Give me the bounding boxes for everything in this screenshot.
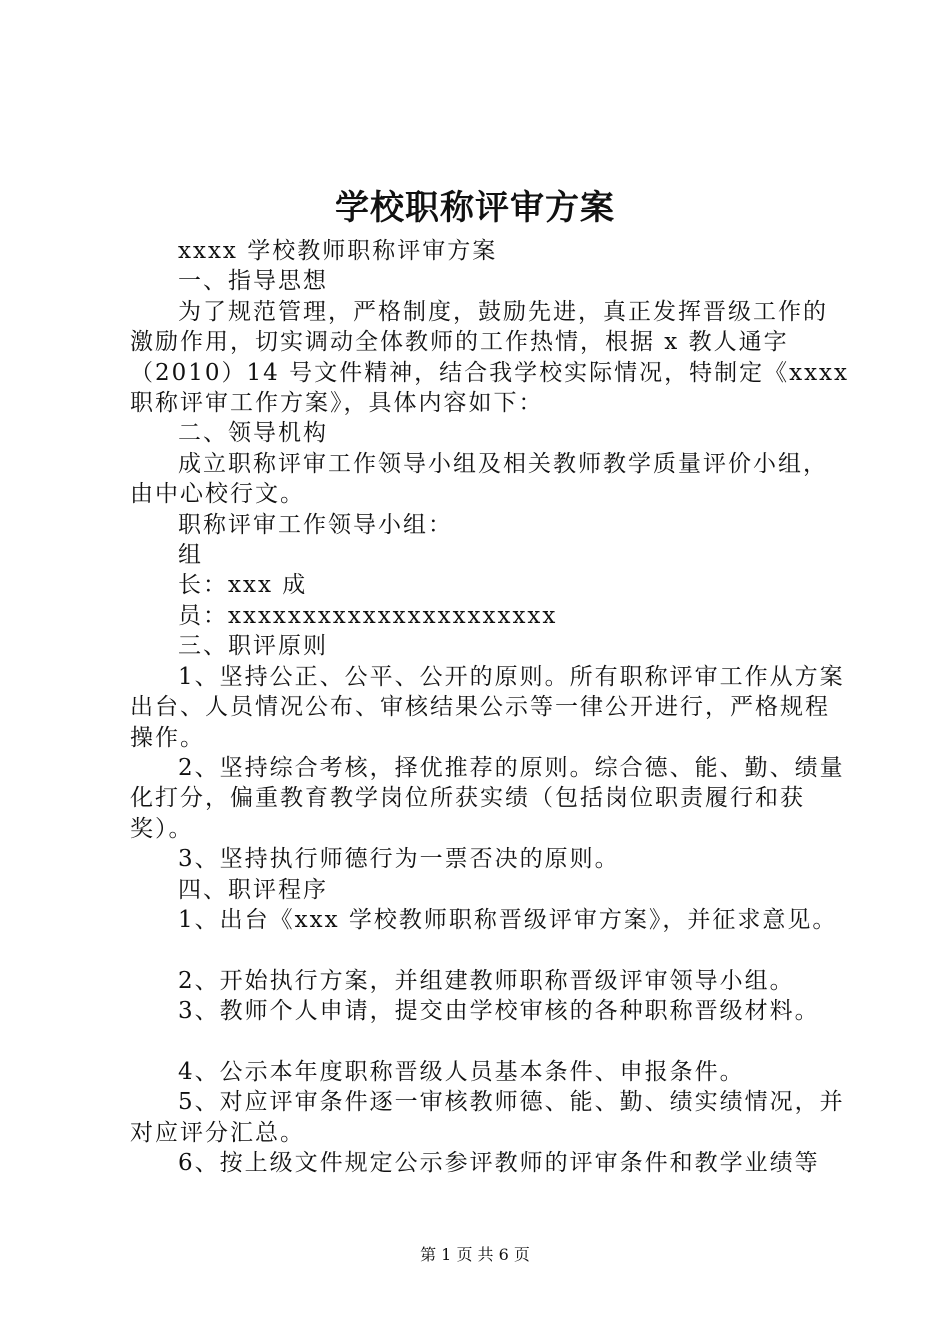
procedure-item-3: 3、教师个人申请，提交由学校审核的各种职称晋级材料。	[178, 998, 820, 1025]
procedure-item-6: 6、按上级文件规定公示参评教师的评审条件和教学业绩等	[178, 1150, 820, 1177]
section-heading-procedure: 四、职评程序	[178, 876, 328, 903]
document-title: 学校职称评审方案	[335, 188, 615, 228]
leader-line: 长：xxx 成	[178, 572, 308, 599]
principle-item-2: 2、坚持综合考核，择优推荐的原则。综合德、能、勤、绩量化打分，偏重教育教学岗位所获实绩（包括岗位职责履行和获奖）。	[130, 754, 845, 842]
section-heading-leadership: 二、领导机构	[178, 420, 328, 447]
member-line: 员：xxxxxxxxxxxxxxxxxxxxxx	[178, 602, 558, 629]
procedure-item-5: 5、对应评审条件逐一审核教师德、能、勤、绩实绩情况，并对应评分汇总。	[130, 1089, 845, 1146]
paragraph-guiding-thought: 为了规范管理，严格制度，鼓励先进，真正发挥晋级工作的激励作用，切实调动全体教师的工作热情，根据 x 教人通字（2010）14 号文件精神，结合我学校实际情况，特制定《xxxx 职称评审工作方案》，具体内容如下：	[130, 298, 849, 417]
principle-item-3: 3、坚持执行师德行为一票否决的原则。	[178, 846, 620, 873]
principle-item-1: 1、坚持公正、公平、公开的原则。所有职称评审工作从方案出台、人员情况公布、审核结果公示等一律公开进行，严格规程操作。	[130, 663, 845, 751]
procedure-item-4: 4、公示本年度职称晋级人员基本条件、申报条件。	[178, 1058, 745, 1085]
section-heading-guiding-thought: 一、指导思想	[178, 268, 328, 295]
subtitle-line: xxxx 学校教师职称评审方案	[178, 238, 498, 264]
procedure-item-2: 2、开始执行方案，并组建教师职称晋级评审领导小组。	[178, 967, 795, 994]
group-line: 组	[178, 542, 203, 569]
page-number-footer: 第 1 页 共 6 页	[420, 1245, 530, 1264]
procedure-item-1: 1、出台《xxx 学校教师职称晋级评审方案》，并征求意见。	[178, 906, 838, 933]
document-body	[130, 236, 852, 1179]
section-heading-principles: 三、职评原则	[178, 633, 328, 660]
paragraph-leadership: 成立职称评审工作领导小组及相关教师教学质量评价小组，由中心校行文。	[130, 450, 828, 508]
leadership-group-label: 职称评审工作领导小组：	[178, 511, 453, 538]
